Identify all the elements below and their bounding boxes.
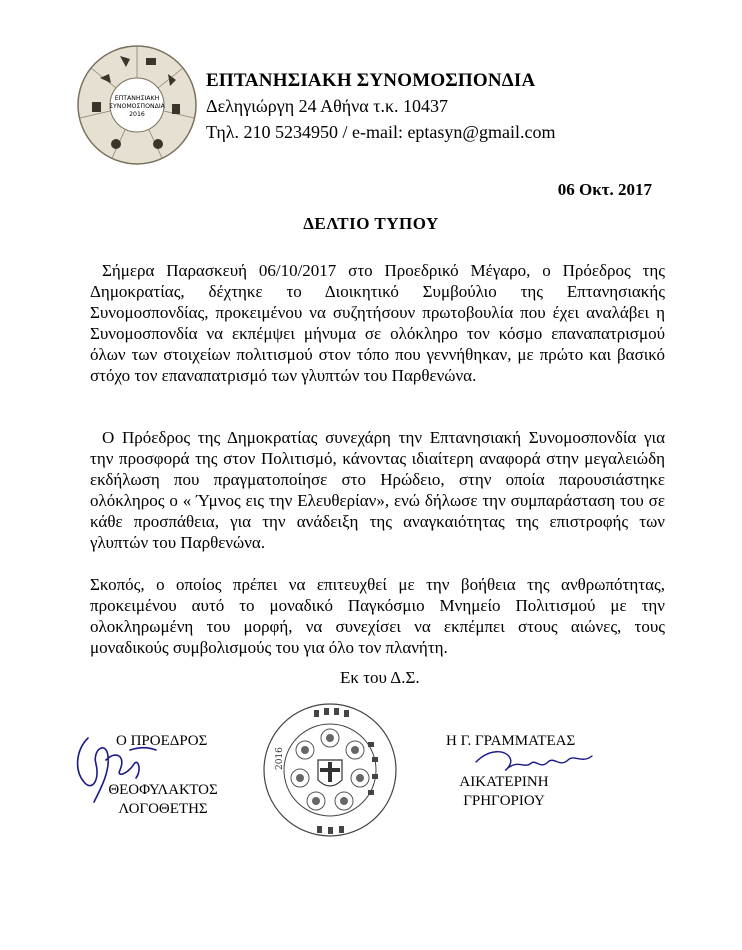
president-first-name: ΘΕΟΦΥΛΑΚΤΟΣ bbox=[108, 782, 218, 798]
president-name bbox=[63, 781, 263, 819]
sender-line: Εκ του Δ.Σ. bbox=[340, 668, 420, 687]
logo-center-line1: ΕΠΤΑΝΗΣΙΑΚΗ bbox=[114, 95, 160, 102]
organization-address: Δεληγιώργη 24 Αθήνα τ.κ. 10437 bbox=[206, 96, 449, 116]
secretary-first-name: ΑΙΚΑΤΕΡΙΝΗ bbox=[459, 774, 549, 790]
paragraph-2: Ο Πρόεδρος της Δημοκρατίας συνεχάρη την Επτανησιακή Συνομοσπονδία για την προσφορά της στον Πολιτισμό, κάνοντας ιδιαίτερη αναφορά στην μεγαλειώδη εκδήλωση που πραγματοποίησε στο Ηρώδειο, στην οποία παρουσιάστηκε ολόκληρος ο « Ύμνος εις την Ελευθερίαν», ενώ δήλωσε την συμπαράσταση του σε κάθε προσπάθεια, για την ανάδειξη της αναγκαιότητας της επιστροφής των γλυπτών του Παρθενώνα. bbox=[90, 428, 665, 552]
logo-center-year: 2016 bbox=[129, 111, 145, 118]
secretary-last-name: ΓΡΗΓΟΡΙΟΥ bbox=[463, 793, 545, 809]
secretary-role: Η Γ. ΓΡΑΜΜΑΤΕΑΣ bbox=[446, 733, 576, 749]
seal-year: 2016 bbox=[275, 747, 285, 770]
document-title: ΔΕΛΤΙΟ ΤΥΠΟΥ bbox=[303, 214, 439, 233]
president-last-name: ΛΟΓΟΘΕΤΗΣ bbox=[118, 801, 208, 817]
secretary-name bbox=[404, 773, 604, 811]
organization-seal bbox=[262, 702, 398, 838]
logo-center-line2: ΣΥΝΟΜΟΣΠΟΝΔΙΑ bbox=[109, 103, 165, 110]
organization-logo bbox=[76, 44, 198, 166]
organization-name: ΕΠΤΑΝΗΣΙΑΚΗ ΣΥΝΟΜΟΣΠΟΝΔΙΑ bbox=[206, 70, 536, 91]
paragraph-1: Σήμερα Παρασκευή 06/10/2017 στο Προεδρικό Μέγαρο, ο Πρόεδρος της Δημοκρατίας, δέχτηκε το Διοικητικό Συμβούλιο της Επτανησιακής Συνομοσπονδίας, προκειμένου να συζητήσουν πρωτοβουλία που έχει αναλάβει η Συνομοσπονδία να εκπέμψει μήνυμα σε ολόκληρο τον κόσμο επαναπατρισμού όλων των στοιχείων πολιτισμού στον τόπο που γεννήθηκαν, με πρώτο και βασικό στόχο τον επαναπατρισμό των γλυπτών του Παρθενώνα. bbox=[90, 261, 665, 385]
president-role: Ο ΠΡΟΕΔΡΟΣ bbox=[116, 733, 208, 749]
organization-contact: Τηλ. 210 5234950 / e-mail: eptasyn@gmail.com bbox=[206, 122, 556, 142]
document-date: 06 Οκτ. 2017 bbox=[557, 180, 652, 199]
paragraph-3: Σκοπός, ο οποίος πρέπει να επιτευχθεί με την βοήθεια της ανθρωπότητας, προκειμένου αυτό το μοναδικό Παγκόσμιο Μνημείο Πολιτισμού με την ολοκληρωμένη του μορφή, να συνεχίσει να εκπέμπει στους αιώνες, τους μοναδικούς συμβολισμούς του για όλο τον πλανήτη. bbox=[90, 575, 665, 657]
